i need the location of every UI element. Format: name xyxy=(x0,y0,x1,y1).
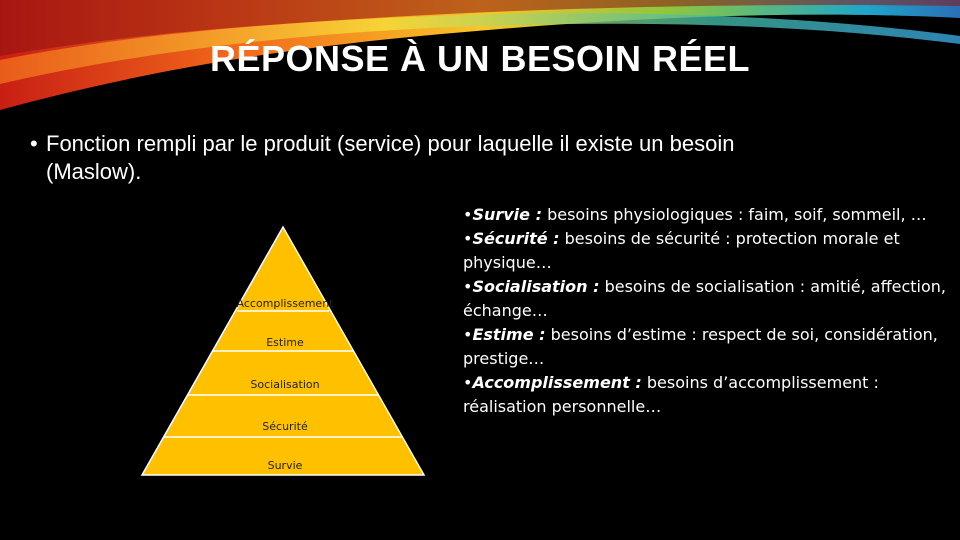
need-term: Accomplissement : xyxy=(472,373,642,392)
pyramid-level-survie: Survie xyxy=(267,459,303,472)
need-term: Estime : xyxy=(472,325,546,344)
need-item-estime xyxy=(463,323,953,371)
pyramid-level-accomplissement: Accomplissement xyxy=(236,297,334,310)
need-description: besoins physiologiques : faim, soif, sommeil, … xyxy=(541,205,927,224)
need-item-survie xyxy=(463,203,953,227)
pyramid-level-socialisation: Socialisation xyxy=(250,378,320,391)
need-description: besoins de sécurité : protection morale et physique… xyxy=(463,229,900,272)
main-bullet xyxy=(30,130,830,186)
needs-list xyxy=(463,203,953,419)
need-term: Survie : xyxy=(472,205,542,224)
bullet-dot: • xyxy=(463,277,473,296)
need-item-socialisation xyxy=(463,275,953,323)
bullet-dot: • xyxy=(30,131,38,156)
pyramid-level-estime: Estime xyxy=(266,336,304,349)
bullet-dot: • xyxy=(463,205,473,224)
bullet-dot: • xyxy=(463,229,473,248)
main-bullet-text: Fonction rempli par le produit (service) pour laquelle il existe un besoin (Maslow). xyxy=(46,131,735,184)
need-description: besoins de socialisation : amitié, affection, échange… xyxy=(463,277,946,320)
need-item-securite xyxy=(463,227,953,275)
bullet-dot: • xyxy=(463,325,473,344)
need-item-accomplissement xyxy=(463,371,953,419)
slide-title: RÉPONSE À UN BESOIN RÉEL xyxy=(209,38,751,79)
need-term: Socialisation : xyxy=(472,277,600,296)
need-term: Sécurité : xyxy=(472,229,560,248)
pyramid-level-securite: Sécurité xyxy=(262,420,308,433)
bullet-dot: • xyxy=(463,373,473,392)
maslow-pyramid xyxy=(140,225,426,477)
need-description: besoins d’accomplissement : réalisation personnelle… xyxy=(463,373,879,416)
need-description: besoins d’estime : respect de soi, considération, prestige… xyxy=(463,325,938,368)
